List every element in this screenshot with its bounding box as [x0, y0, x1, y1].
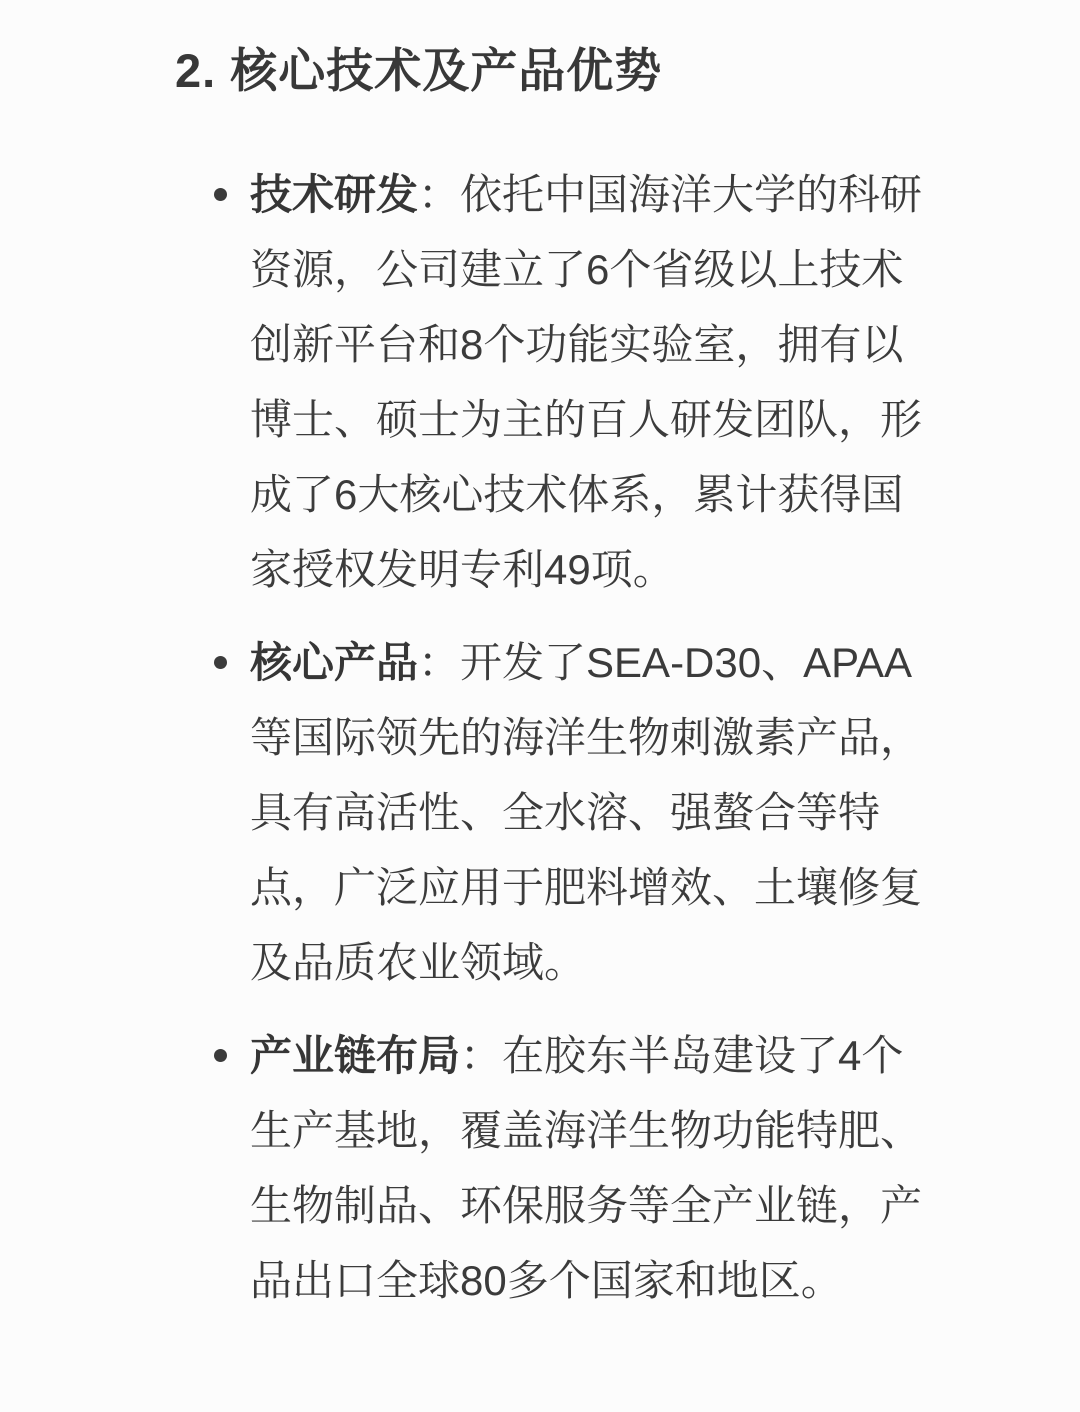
bullet-paragraph — [250, 1018, 940, 1318]
bullet-dot-icon — [214, 656, 227, 669]
bullet-colon: ： — [460, 1032, 503, 1080]
bullet-dot-icon — [214, 1049, 227, 1062]
bullet-dot-icon — [214, 188, 227, 201]
list-item — [175, 1018, 940, 1318]
bullet-paragraph — [250, 625, 940, 1000]
bullet-term: 核心产品 — [250, 639, 419, 687]
list-item — [175, 157, 940, 607]
bullet-body-text: 开发了SEA-D30、APAA等国际领先的海洋生物刺激素产品，具有高活性、全水溶、强螯合等特点，广泛应用于肥料增效、土壤修复及品质农业领域。 — [250, 639, 923, 987]
bullet-body-text: 在胶东半岛建设了4个生产基地，覆盖海洋生物功能特肥、生物制品、环保服务等全产业链，产品出口全球80多个国家和地区。 — [250, 1032, 923, 1305]
list-item — [175, 625, 940, 1000]
bullet-paragraph — [250, 157, 940, 607]
bullet-term: 技术研发 — [250, 171, 419, 219]
bullet-body-text: 依托中国海洋大学的科研资源，公司建立了6个省级以上技术创新平台和8个功能实验室，拥有以博士、硕士为主的百人研发团队，形成了6大核心技术体系，累计获得国家授权发明专利49项。 — [250, 171, 923, 594]
section-title: 2. 核心技术及产品优势 — [175, 44, 663, 97]
bullet-list — [175, 157, 1080, 1318]
bullet-term: 产业链布局 — [250, 1032, 461, 1080]
bullet-colon: ： — [418, 171, 461, 219]
bullet-colon: ： — [418, 639, 461, 687]
